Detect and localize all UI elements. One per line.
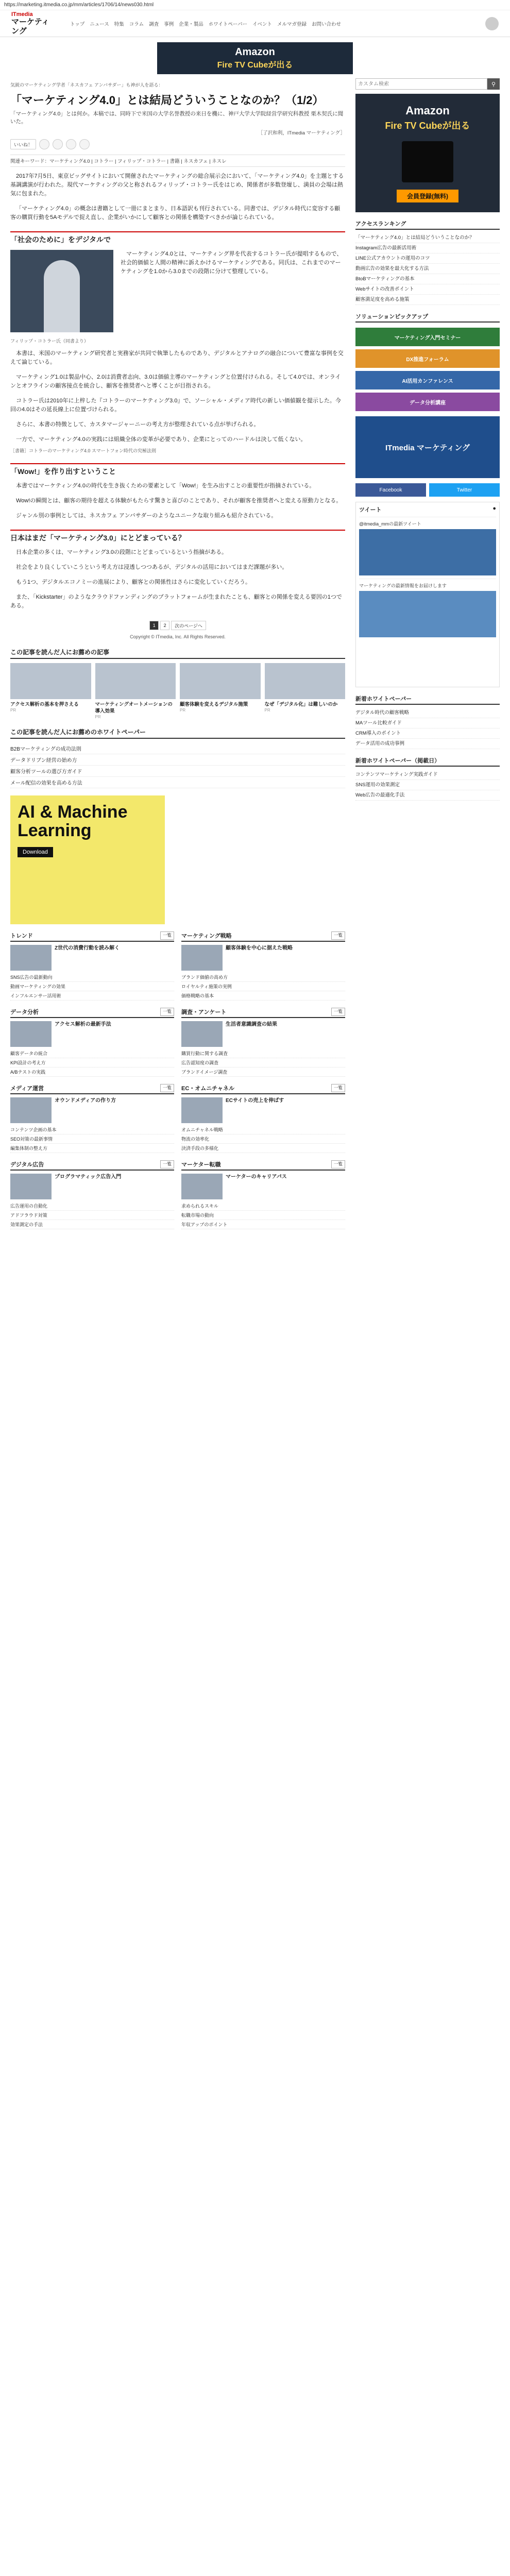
paragraph: 日本企業の多くは、マーケティング3.0の段階にとどまっているという指摘がある。 <box>16 549 227 555</box>
ranking-item[interactable]: 動画広告の効果を最大化する方法 <box>355 264 500 274</box>
like-button[interactable]: いいね！ <box>10 139 36 149</box>
ranking-item[interactable]: LINE公式アカウントの運用のコツ <box>355 253 500 264</box>
tweet[interactable] <box>359 579 496 637</box>
nav-item[interactable]: 調査 <box>149 21 159 27</box>
tweet-text: マーケティングの最新情報をお届けします <box>359 583 447 588</box>
card-title: アクセス解析の基本を押さえる <box>10 702 79 707</box>
category-title: マーケター転職 <box>181 1162 221 1168</box>
header-nav <box>70 20 359 27</box>
category-link[interactable]: 効果測定の手法 <box>10 1220 174 1229</box>
recommend-card[interactable] <box>10 663 91 719</box>
ai-ml-ad[interactable] <box>10 795 165 924</box>
card-thumb <box>10 663 91 699</box>
recommend-card[interactable] <box>180 663 261 719</box>
whitepaper-heading: この記事を読んだ人にお薦めのホワイトペーパー <box>10 727 345 739</box>
category-grid <box>10 931 345 1229</box>
category-link[interactable]: 購買行動に関する調査 <box>181 1049 345 1058</box>
more-link[interactable]: 一覧 <box>160 1008 174 1016</box>
category-link[interactable]: コンテンツ企画の基本 <box>10 1125 174 1134</box>
twitter-icon: ● <box>492 505 496 512</box>
paragraph: 本書ではマーケティング4.0の時代を生き抜くための要素として「Wow!」を生み出すことの重要性が指摘されている。 <box>16 483 315 489</box>
person-silhouette <box>44 260 80 332</box>
category-link[interactable]: オムニチャネル戦略 <box>181 1125 345 1134</box>
article-lead: 「マーケティング4.0」とは何か。本稿では、同時下で米国の大学名誉教授の来日を機に、神戸大学大学院経営学研究科教授 栗木契氏に聞いた。 <box>10 111 344 125</box>
search-input[interactable] <box>355 78 487 90</box>
promo-banner[interactable]: ITmedia マーケティング <box>355 416 500 478</box>
ad-line1: Amazon <box>235 46 275 58</box>
banner-stack <box>355 328 500 411</box>
wp-list <box>355 770 500 801</box>
paragraph: Wow!の瞬間とは、顧客の期待を超える体験がもたらす驚きと喜びのことであり、それが顧客を推奨者へと変える原動力となる。 <box>16 498 342 504</box>
lead-thumb <box>10 1097 52 1123</box>
event-banner[interactable]: データ分析講座 <box>355 393 500 411</box>
ad-line2: Fire TV Cubeが出る <box>217 61 293 70</box>
pagination <box>10 621 345 630</box>
category-link[interactable]: ブランド価値の高め方 <box>181 973 345 982</box>
lead-thumb <box>10 945 52 971</box>
wp-item[interactable]: SNS運用の効果測定 <box>355 780 500 790</box>
category-lead[interactable] <box>181 1097 345 1123</box>
twitter-timeline <box>355 502 500 687</box>
category-block <box>181 931 345 1001</box>
category-link[interactable]: 広告認知度の調査 <box>181 1058 345 1067</box>
category-link[interactable]: 物流の効率化 <box>181 1134 345 1144</box>
category-link[interactable]: 決済手段の多様化 <box>181 1144 345 1153</box>
nav-item[interactable]: ホワイトペーパー <box>208 21 247 27</box>
whitepaper-list <box>10 743 345 788</box>
category-link[interactable]: 年収アップのポイント <box>181 1220 345 1229</box>
nav-item[interactable]: ニュース <box>90 21 109 27</box>
copyright: Copyright © ITmedia, Inc. All Rights Reserved. <box>130 634 226 639</box>
category-block <box>10 1084 174 1153</box>
tweet-text: @itmedia_mmの最新ツイート <box>359 521 421 527</box>
paragraph: もう1つ、デジタルエコノミーの進展により、顧客との関係性はさらに変化していくだろう。 <box>16 579 251 585</box>
category-link[interactable]: 転職市場の動向 <box>181 1211 345 1220</box>
section-heading: 「Wow!」を作り出すということ <box>10 463 345 477</box>
share-bar <box>10 139 345 149</box>
ad-line2: Fire TV Cubeが出る <box>385 121 470 131</box>
more-link[interactable]: 一覧 <box>160 1160 174 1168</box>
paragraph: 一方で、マーケティング4.0の実践には組織全体の変革が必要であり、企業にとってのハードルは決して低くない。 <box>16 436 307 443</box>
category-lead[interactable] <box>181 1021 345 1047</box>
nav-item[interactable]: イベント <box>252 21 272 27</box>
category-link[interactable]: 求められるスキル <box>181 1201 345 1211</box>
category-block <box>10 1008 174 1077</box>
more-link[interactable]: 一覧 <box>331 1008 345 1016</box>
lead-title: アクセス解析の最新手法 <box>55 1022 111 1027</box>
event-heading: ソリューションピックアップ <box>355 312 500 323</box>
nav-item[interactable]: コラム <box>129 21 144 27</box>
sidebar <box>355 78 500 1229</box>
lead-thumb <box>181 945 223 971</box>
ranking-item[interactable]: Instagram広告の最新活用術 <box>355 243 500 253</box>
main-column <box>10 78 345 1229</box>
category-lead[interactable] <box>181 945 345 971</box>
pr-label: PR <box>10 708 16 713</box>
register-button[interactable]: 会員登録(無料) <box>397 190 458 202</box>
wp-item[interactable]: Web広告の最適化手法 <box>355 790 500 801</box>
tweet-image <box>359 591 496 637</box>
recommend-grid <box>10 663 345 719</box>
paragraph: 本書は、米国のマーケティング研究者と実務家が共同で執筆したものであり、デジタルとアナログの融合について豊富な事例を交えて論じている。 <box>10 350 344 365</box>
page-2[interactable]: 2 <box>160 621 169 630</box>
category-link[interactable]: 顧客データの統合 <box>10 1049 174 1058</box>
card-title: 顧客体験を変えるデジタル施策 <box>180 702 248 707</box>
paragraph: コトラー氏は2010年に上梓した『コトラーのマーケティング3.0』で、ソーシャル・メディア時代の新しい価値観を提示した。今回の4.0はその延長線上に位置づけられる。 <box>10 398 341 413</box>
more-link[interactable]: 一覧 <box>160 931 174 940</box>
hatena-icon[interactable] <box>66 139 76 149</box>
card-title: なぜ「デジタル化」は難しいのか <box>264 702 338 707</box>
more-link[interactable]: 一覧 <box>331 931 345 940</box>
whitepaper-link[interactable]: メール配信の効果を高める方法 <box>10 777 345 788</box>
category-block <box>181 1084 345 1153</box>
nav-item[interactable]: 事例 <box>164 21 174 27</box>
paragraph: マーケティング4.0とは、マーケティング界を代表するコトラー氏が提唱するもので、社会的価値と人間の精神に訴えかけるマーケティングである。同氏は、これまでのマーケティングを1.0から3.0までの段階に分けて整理している。 <box>121 251 343 275</box>
more-link[interactable]: 一覧 <box>331 1160 345 1168</box>
category-link[interactable]: KPI設計の考え方 <box>10 1058 174 1067</box>
card-thumb <box>180 663 261 699</box>
paragraph: 「マーケティング4.0」の概念は書籍として一冊にまとまり、日本語訳も刊行されている。同書では、デジタル時代に変容する顧客の購買行動を5Aモデルで捉え直し、企業がいかにして顧客との関係を構築すべきかが論じられている。 <box>10 206 341 221</box>
wp-item[interactable]: コンテンツマーケティング実践ガイド <box>355 770 500 780</box>
category-lead[interactable] <box>10 1097 174 1123</box>
wp-heading: 新着ホワイトペーパー（掲載日） <box>355 756 500 767</box>
whitepaper-link[interactable]: B2Bマーケティングの成功法則 <box>10 743 345 754</box>
breadcrumb[interactable]: 気鋭のマーケティング学者「ネスカフェ アンバサダー」も神が人を語る： <box>10 82 163 88</box>
facebook-icon[interactable] <box>53 139 63 149</box>
lead-title: ECサイトの売上を伸ばす <box>226 1098 284 1104</box>
logo-main: マーケティング <box>11 17 49 36</box>
category-link[interactable]: 動画マーケティングの効果 <box>10 982 174 991</box>
lead-title: マーケターのキャリアパス <box>226 1174 287 1180</box>
ranking-item[interactable]: BtoBマーケティングの基本 <box>355 274 500 284</box>
pr-label: PR <box>95 715 101 719</box>
category-link[interactable]: SNS広告の最新動向 <box>10 973 174 982</box>
more-link[interactable]: 一覧 <box>160 1084 174 1092</box>
card-title: マーケティングオートメーションの導入効果 <box>95 702 173 714</box>
nav-item[interactable]: トップ <box>70 21 85 27</box>
paragraph: さらに、本書の特徴として、カスタマージャーニーの考え方が整理されている点が挙げられる。 <box>16 421 260 428</box>
ad-headline: AI & Machine Learning <box>18 802 128 840</box>
timeline-title: ツイート <box>359 507 382 513</box>
category-title: EC・オムニチャネル <box>181 1086 234 1092</box>
byline: ［了沢和利，ITmedia マーケティング］ <box>258 130 345 136</box>
section-heading: 日本はまだ「マーケティング3.0」にとどまっている？ <box>10 530 345 543</box>
category-lead[interactable] <box>10 945 174 971</box>
news-item[interactable]: CRM導入のポイント <box>355 728 500 739</box>
social-buttons <box>355 483 500 497</box>
next-page-link[interactable]: 次のページへ <box>171 621 206 630</box>
news-heading: 新着ホワイトペーパー <box>355 694 500 705</box>
search-box <box>355 78 500 90</box>
event-banner[interactable]: AI活用カンファレンス <box>355 371 500 389</box>
lead-thumb <box>181 1097 223 1123</box>
category-link[interactable]: アドフラウド対策 <box>10 1211 174 1220</box>
logo-top: ITmedia <box>11 11 33 18</box>
lead-title: Z世代の消費行動を読み解く <box>55 945 120 951</box>
paragraph: 社会をより良くしていこうという考え方は浸透しつつあるが、デジタルの活用においてはまだ課題が多い。 <box>16 564 288 570</box>
ranking-item[interactable]: 顧客満足度を高める施策 <box>355 295 500 305</box>
news-list <box>355 708 500 749</box>
paragraph: また、「Kickstarter」のようなクラウドファンディングのプラットフォームが生まれたことも、顧客との関係を変える要因の1つである。 <box>10 594 342 609</box>
user-icon[interactable] <box>485 17 499 30</box>
ad-line1: Amazon <box>405 104 450 117</box>
paragraph: マーケティング1.0は製品中心、2.0は消費者志向、3.0は価値主導のマーケティングと位置付けられる。そして4.0では、オンラインとオフラインの顧客接点を統合し、顧客を推奨者へと導くことが目指される。 <box>10 374 341 389</box>
twitter-icon[interactable] <box>39 139 49 149</box>
figure-note: ［書籍］コトラーのマーケティング4.0 スマートフォン時代の究極法則 <box>10 448 157 453</box>
lead-title: オウンドメディアの作り方 <box>55 1098 116 1104</box>
whitepaper-link[interactable]: データドリブン経営の始め方 <box>10 754 345 766</box>
card-thumb <box>265 663 346 699</box>
lead-title: 顧客体験を中心に据えた戦略 <box>226 945 293 951</box>
news-item[interactable]: MAツール比較ガイド <box>355 718 500 728</box>
url-bar[interactable]: https://marketing.itmedia.co.jp/mm/articles/1706/14/news030.html <box>0 0 510 10</box>
category-lead[interactable] <box>10 1021 174 1047</box>
nav-item[interactable]: 特集 <box>114 21 124 27</box>
category-link[interactable]: インフルエンサー活用術 <box>10 991 174 1001</box>
category-block <box>10 931 174 1001</box>
paragraph: 2017年7月5日、東京ビッグサイトにおいて開催されたマーケティングの総合展示会において、「マーケティング4.0」を主題とする基調講演が行われた。現代マーケティングの父と称されるフィリップ・コトラー氏をはじめ、関係者が多数登壇し、満員の会場は熱気に包まれた。 <box>10 173 344 197</box>
search-icon[interactable]: ⚲ <box>487 78 500 90</box>
nav-item[interactable]: 企業・製品 <box>179 21 203 27</box>
whitepaper-link[interactable]: 顧客分析ツールの選び方ガイド <box>10 766 345 777</box>
category-title: データ分析 <box>10 1009 39 1015</box>
article-title: 「マーケティング4.0」とは結局どういうことなのか？（1/2） <box>10 94 324 107</box>
nav-item[interactable]: お問い合わせ <box>312 21 342 27</box>
top-ad-banner[interactable] <box>157 42 353 74</box>
category-link[interactable]: 広告運用の自動化 <box>10 1201 174 1211</box>
card-thumb <box>95 663 176 699</box>
ranking-item[interactable]: Webサイトの改善ポイント <box>355 284 500 295</box>
event-banner[interactable]: DX推進フォーラム <box>355 349 500 368</box>
section-heading: 「社会のために」をデジタルで <box>10 231 345 245</box>
news-item[interactable]: デジタル時代の顧客戦略 <box>355 708 500 718</box>
category-title: メディア運営 <box>10 1086 44 1092</box>
category-lead[interactable] <box>10 1174 174 1199</box>
more-link[interactable]: 一覧 <box>331 1084 345 1092</box>
category-title: トレンド <box>10 933 33 939</box>
nav-item[interactable]: メルマガ登録 <box>277 21 307 27</box>
product-image <box>402 141 453 182</box>
pocket-icon[interactable] <box>79 139 90 149</box>
recommend-heading: この記事を読んだ人にお薦めの記事 <box>10 648 345 659</box>
paragraph: ジャンル別の事例としては、ネスカフェ アンバサダーのようなユニークな取り組みも紹介されている。 <box>16 513 277 519</box>
category-title: マーケティング戦略 <box>181 933 232 939</box>
speaker-photo <box>10 250 113 332</box>
lead-title: プログラマティック広告入門 <box>55 1174 122 1180</box>
category-title: デジタル広告 <box>10 1162 44 1168</box>
download-button[interactable]: Download <box>18 847 53 857</box>
lead-title: 生活者意識調査の結果 <box>226 1022 277 1027</box>
category-link[interactable]: A/Bテストの実践 <box>10 1067 174 1077</box>
tweet[interactable] <box>359 517 496 575</box>
category-block <box>181 1008 345 1077</box>
category-link[interactable]: ロイヤルティ施策の実例 <box>181 982 345 991</box>
photo-caption: フィリップ・コトラー氏（同書より） <box>10 338 89 344</box>
recommend-card[interactable] <box>95 663 176 719</box>
category-link[interactable]: 編集体制の整え方 <box>10 1144 174 1153</box>
category-title: 調査・アンケート <box>181 1009 227 1015</box>
news-item[interactable]: データ活用の成功事例 <box>355 739 500 749</box>
ranking-item[interactable]: 「マーケティング4.0」とは結局どういうことなのか？ <box>355 233 500 243</box>
related-keywords[interactable]: 関連キーワード：マーケティング4.0 | コトラー | フィリップ・コトラー | 書籍 | ネスカフェ | ネスレ <box>10 155 345 167</box>
pr-label: PR <box>180 708 186 713</box>
category-lead[interactable] <box>181 1174 345 1199</box>
category-block <box>10 1160 174 1229</box>
category-link[interactable]: SEO対策の最新事情 <box>10 1134 174 1144</box>
ranking-heading: アクセスランキング <box>355 219 500 230</box>
tweet-image <box>359 529 496 575</box>
lead-thumb <box>10 1174 52 1199</box>
page-1[interactable]: 1 <box>149 621 159 630</box>
ranking-list <box>355 233 500 305</box>
site-header <box>0 10 510 37</box>
site-logo[interactable] <box>11 11 55 36</box>
lead-thumb <box>10 1021 52 1047</box>
facebook-button[interactable]: Facebook <box>355 483 426 497</box>
recommend-card[interactable] <box>265 663 346 719</box>
sidebar-ad[interactable] <box>355 94 500 212</box>
lead-thumb <box>181 1174 223 1199</box>
pr-label: PR <box>264 708 270 713</box>
category-block <box>181 1160 345 1229</box>
category-link[interactable]: 価格戦略の基本 <box>181 991 345 1001</box>
event-banner[interactable]: マーケティング入門セミナー <box>355 328 500 346</box>
category-link[interactable]: ブランドイメージ調査 <box>181 1067 345 1077</box>
twitter-button[interactable]: Twitter <box>429 483 500 497</box>
lead-thumb <box>181 1021 223 1047</box>
